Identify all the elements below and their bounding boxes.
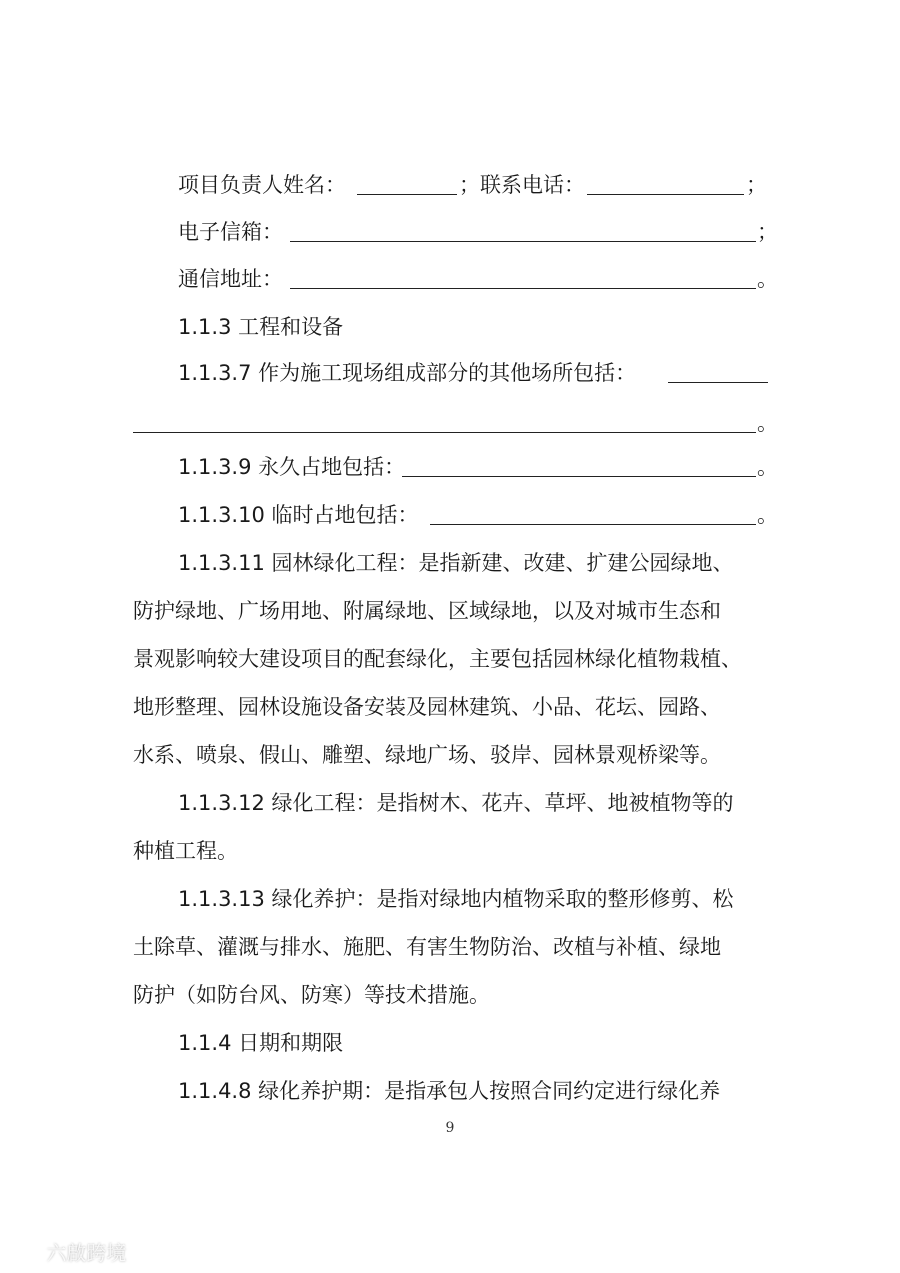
heading-text: 1.1.3 工程和设备 — [178, 315, 344, 339]
period: 。 — [757, 503, 778, 527]
temporary-land-label: 1.1.3.10 临时占地包括： — [178, 503, 419, 527]
project-leader-label: 项目负责人姓名： — [178, 173, 346, 197]
para-text: 景观影响较大建设项目的配套绿化，主要包括园林绿化植物栽植、 — [133, 647, 742, 671]
para-text: 地形整理、园林设施设备安装及园林建筑、小品、花坛、园路、 — [133, 695, 721, 719]
phone-label: ；联系电话： — [459, 173, 585, 197]
permanent-land-blank — [402, 476, 756, 477]
email-label: 电子信箱： — [178, 220, 283, 244]
other-sites-blank-1 — [668, 382, 768, 383]
address-label: 通信地址： — [178, 267, 283, 291]
address-end: 。 — [757, 267, 778, 291]
watermark-logo-icon — [6, 1244, 40, 1266]
para-text: 1.1.4.8 绿化养护期：是指承包人按照合同约定进行绿化养 — [178, 1079, 721, 1103]
address-blank — [290, 288, 756, 289]
para-text: 防护（如防台风、防寒）等技术措施。 — [133, 983, 490, 1007]
period: 。 — [757, 411, 778, 435]
para-text: 种植工程。 — [133, 839, 238, 863]
para-text: 防护绿地、广场用地、附属绿地、区域绿地，以及对城市生态和 — [133, 599, 721, 623]
period: 。 — [757, 455, 778, 479]
temporary-land-blank — [430, 524, 756, 525]
para-text: 土除草、灌溉与排水、施肥、有害生物防治、改植与补植、绿地 — [133, 935, 721, 959]
para-text: 1.1.3.13 绿化养护：是指对绿地内植物采取的整形修剪、松 — [178, 887, 734, 911]
heading-text: 1.1.4 日期和期限 — [178, 1031, 344, 1055]
project-leader-blank — [357, 194, 457, 195]
permanent-land-label: 1.1.3.9 永久占地包括： — [178, 455, 406, 479]
watermark-text: 六啟跨境 — [46, 1241, 127, 1265]
para-text: 1.1.3.11 园林绿化工程：是指新建、改建、扩建公园绿地、 — [178, 551, 734, 575]
other-sites-blank-2 — [133, 432, 756, 433]
phone-end: ； — [746, 173, 767, 197]
para-text: 水系、喷泉、假山、雕塑、绿地广场、驳岸、园林景观桥梁等。 — [133, 743, 721, 767]
email-end: ； — [757, 220, 778, 244]
email-blank — [290, 241, 756, 242]
para-text: 1.1.3.12 绿化工程：是指树木、花卉、草坪、地被植物等的 — [178, 791, 734, 815]
watermark — [6, 1238, 126, 1268]
clause-text: 1.1.3.7 作为施工现场组成部分的其他场所包括： — [178, 361, 637, 385]
page-number: 9 — [445, 1120, 455, 1136]
phone-blank — [587, 194, 744, 195]
